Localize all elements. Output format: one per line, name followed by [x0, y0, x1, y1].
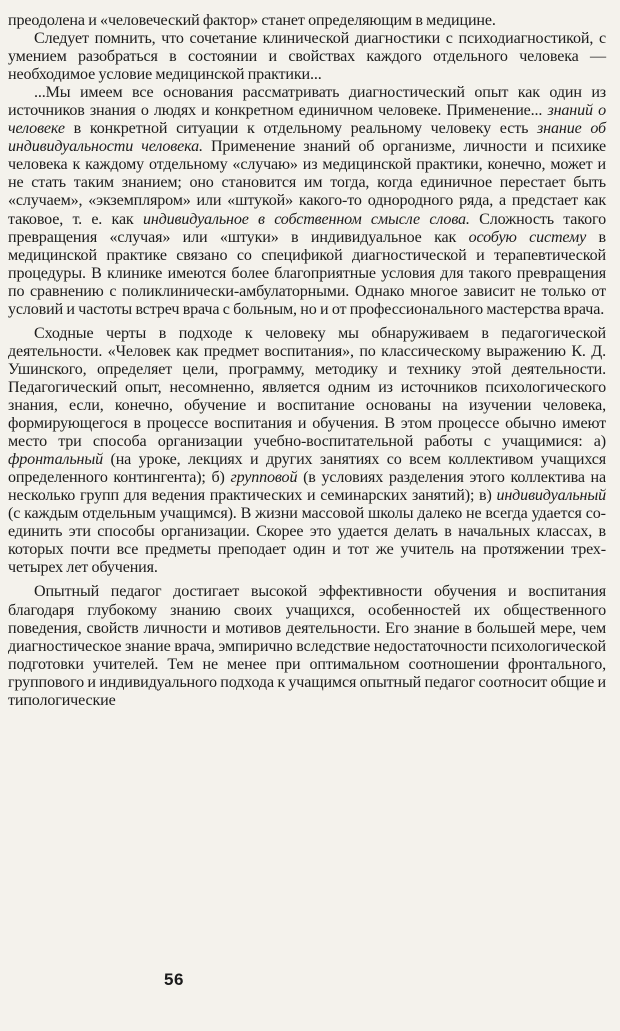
text-run: ...Мы имеем все основания рассматривать диагностический опыт как один из источников знания о людях и конкретном единичном человеке. Применение... — [8, 84, 606, 120]
text-run: преодолена и «человеческий фактор» станет определяющим в медицине. — [8, 12, 496, 29]
text-run: Следует помнить, что сочетание клинической диагностики с психодиагностикой, с умением разобраться в состоянии и свойствах каждого отдельного человека — необходимое условие медицинской практики... — [8, 30, 606, 84]
paragraph — [8, 12, 606, 30]
text-run: в конкретной ситуации к отдельному реальному человеку есть — [64, 120, 538, 138]
text-run: (с каждым отдельным учащимся). В жизни массовой школы далеко не всегда удается соединить эти способы организации. Скорее это удается делать в начальных классах, в которых почти все предметы преподает один и тот же учитель на протяжении трех-четырех лет обучения. — [8, 505, 606, 577]
text-run: (в условиях разделения этого коллектива на несколько групп для ведения практических и семинарских занятий); в) — [8, 469, 606, 505]
italic-phrase: индивидуальный — [496, 487, 606, 505]
paragraph — [8, 583, 606, 709]
text-run: Применение знаний об организме, личности и психике человека к каждому отдельному «случаю» из медицинской практики, конечно, может и не стать таким знанием; оно становится им тогда, когда единичное перестает быть «случаем», «экземпляром» или «штукой» какого-то однородного ряда, а предстает как таковое, т. е. как — [8, 138, 606, 228]
text-run: Сходные черты в подходе к человеку мы обнаруживаем в педагогической деятельности. «Человек как предмет воспитания», по классическому выражению К. Д. Ушинского, определяет цели, программу, методику и технику этой деятельности. Педагогический опыт, несомненно, является одним из источников психологического знания, если, конечно, обучение и воспитание основаны на изучении человека, формирующегося в процессе воспитания и обучения. В этом процессе обычно имеют место три способа организации учебно-воспитательной работы с учащимися: а) — [8, 324, 606, 451]
italic-phrase: индивидуальное в собственном смысле слова. — [142, 210, 470, 228]
text-run: (на уроке, лекциях и других занятиях со всем коллективом учащихся определенного контингента); б) — [8, 451, 606, 487]
body-text — [8, 12, 606, 710]
italic-phrase: групповой — [230, 469, 298, 487]
paragraph — [8, 30, 606, 84]
italic-phrase: знаний о человеке — [8, 102, 606, 138]
paragraph — [8, 84, 606, 319]
italic-phrase: особую систему — [468, 228, 587, 246]
text-run: Сложность такого превращения «случая» или «штуки» в индивидуальное как — [8, 210, 606, 246]
text-run: в медицинской практике связано со спецификой диагностической и терапевтической процедуры. В клинике имеются более благоприятные условия для такого превращения по сравнению с поликлинически-амбулаторными. Однако многое зависит не только от условий и частоты встреч врача с больным, но и от профессионального мастерства врача. — [8, 228, 606, 318]
text-run: Опытный педагог достигает высокой эффективности обучения и воспитания благодаря глубокому знанию своих учащихся, особенностей их общественного поведения, свойств личности и мотивов деятельности. Его знание в большей мере, чем диагностическое знание врача, эмпирично вследствие недостаточности психологической подготовки учителей. Тем не менее при оптимальном соотношении фронтального, группового и индивидуального подхода к учащимся опытный педагог соотносит общие и типологические — [8, 583, 606, 709]
italic-phrase: фронтальный — [8, 451, 103, 469]
page-number: 56 — [164, 970, 184, 989]
paragraph — [8, 325, 606, 578]
italic-phrase: знание об индивидуальности человека. — [8, 120, 606, 156]
